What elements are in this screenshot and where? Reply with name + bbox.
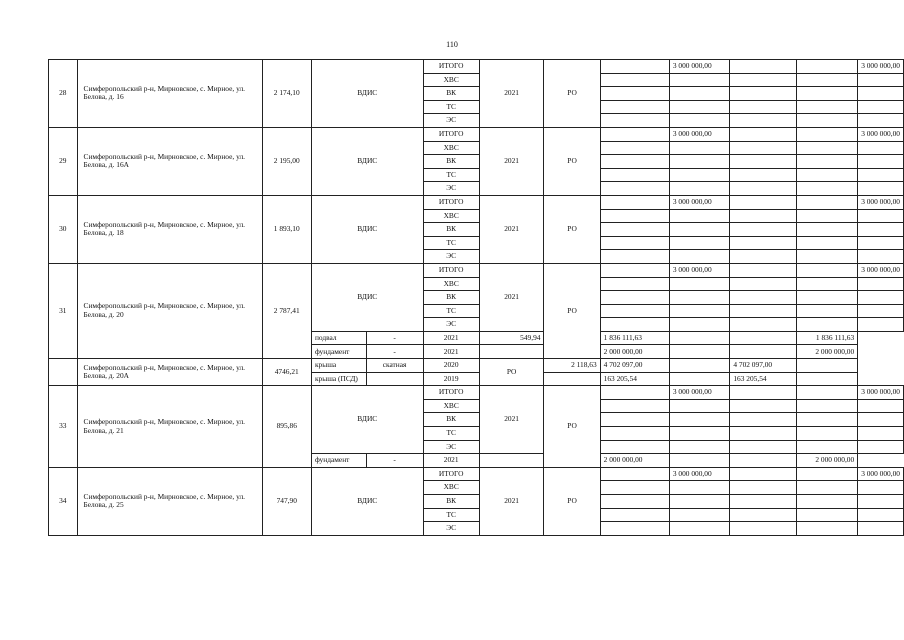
table-row — [49, 127, 904, 141]
cost-cell — [669, 508, 729, 522]
fund-cell — [796, 495, 858, 509]
fund-cell — [796, 60, 858, 74]
cost-cell — [669, 413, 729, 427]
system-cell: ХВС — [423, 399, 479, 413]
empty-cell — [730, 386, 796, 400]
method-cell: РО — [544, 195, 600, 263]
empty-cell — [730, 508, 796, 522]
cost-cell — [669, 440, 729, 454]
fund-cell — [796, 304, 858, 318]
fund-cell — [796, 182, 858, 196]
volume-cell — [600, 386, 669, 400]
total-cell — [858, 100, 904, 114]
fund-cell — [796, 73, 858, 87]
fund-cell — [796, 399, 858, 413]
cost-cell — [669, 427, 729, 441]
address-cell: Симферопольский р-н, Мирновское, с. Мирное, ул. Белова, д. 20 — [77, 263, 262, 358]
method-cell: РО — [544, 467, 600, 535]
empty-cell — [669, 372, 729, 386]
volume-cell — [600, 427, 669, 441]
address-cell: Симферопольский р-н, Мирновское, с. Мирное, ул. Белова, д. 16 — [77, 60, 262, 128]
system-cell: ЭС — [423, 522, 479, 536]
volume-cell — [600, 182, 669, 196]
method-cell: РО — [544, 263, 600, 358]
volume-cell — [600, 223, 669, 237]
row-number: 28 — [49, 60, 78, 128]
total-cell — [858, 508, 904, 522]
fund-cell — [796, 127, 858, 141]
fund-cell — [796, 277, 858, 291]
empty-cell — [730, 399, 796, 413]
empty-cell — [730, 481, 796, 495]
roof-type-cell: скатная — [366, 359, 423, 373]
cost-cell — [669, 168, 729, 182]
system-cell: ЭС — [423, 182, 479, 196]
empty-cell — [730, 467, 796, 481]
fund-cell — [796, 263, 858, 277]
total-cell — [858, 318, 904, 332]
volume-cell — [600, 250, 669, 264]
system-cell: ТС — [423, 304, 479, 318]
volume-cell — [600, 467, 669, 481]
fund-cell — [796, 508, 858, 522]
cost-cell: 2 000 000,00 — [600, 345, 669, 359]
total-cell — [858, 495, 904, 509]
volume-cell — [479, 454, 544, 468]
fund-cell — [796, 386, 858, 400]
row-number — [49, 359, 78, 386]
total-cell — [858, 440, 904, 454]
total-cell: 3 000 000,00 — [858, 127, 904, 141]
empty-cell — [730, 60, 796, 74]
empty-cell — [730, 277, 796, 291]
cost-cell — [669, 100, 729, 114]
fund-cell — [730, 331, 796, 345]
system-cell: ИТОГО — [423, 263, 479, 277]
fund-cell: 4 702 097,00 — [730, 359, 796, 373]
total-cell — [858, 291, 904, 305]
total-cell — [858, 399, 904, 413]
system-cell: ТС — [423, 100, 479, 114]
empty-cell — [669, 331, 729, 345]
empty-cell — [730, 209, 796, 223]
work-type-cell: ВДИС — [311, 467, 423, 535]
cost-cell: 3 000 000,00 — [669, 263, 729, 277]
total-cell — [858, 304, 904, 318]
volume-cell — [600, 114, 669, 128]
work-type-cell: крыша — [311, 359, 366, 373]
area-cell: 2 195,00 — [262, 127, 311, 195]
table-row — [49, 60, 904, 74]
volume-cell — [600, 291, 669, 305]
row-number: 34 — [49, 467, 78, 535]
empty-cell — [730, 168, 796, 182]
year-cell: 2019 — [423, 372, 479, 386]
cost-cell — [669, 291, 729, 305]
method-cell: РО — [544, 386, 600, 468]
total-cell: 3 000 000,00 — [858, 60, 904, 74]
fund-cell — [796, 223, 858, 237]
fund-cell — [730, 454, 796, 468]
address-cell: Симферопольский р-н, Мирновское, с. Мирное, ул. Белова, д. 18 — [77, 195, 262, 263]
total-cell — [858, 209, 904, 223]
area-cell: 1 893,10 — [262, 195, 311, 263]
system-cell: ИТОГО — [423, 467, 479, 481]
empty-cell — [730, 223, 796, 237]
cost-cell: 3 000 000,00 — [669, 60, 729, 74]
row-number: 29 — [49, 127, 78, 195]
table-row — [49, 195, 904, 209]
table-row — [49, 263, 904, 277]
volume-cell — [600, 73, 669, 87]
fund-cell — [796, 522, 858, 536]
cost-cell: 4 702 097,00 — [600, 359, 669, 373]
system-cell: ВК — [423, 495, 479, 509]
cost-cell — [669, 209, 729, 223]
empty-cell — [730, 182, 796, 196]
total-cell: 3 000 000,00 — [858, 467, 904, 481]
row-number: 30 — [49, 195, 78, 263]
year-cell: 2021 — [423, 331, 479, 345]
total-cell — [858, 522, 904, 536]
system-cell: ТС — [423, 427, 479, 441]
volume-cell — [600, 100, 669, 114]
year-cell: 2021 — [479, 263, 544, 331]
empty-cell — [730, 318, 796, 332]
cost-cell — [669, 399, 729, 413]
volume-cell — [600, 277, 669, 291]
year-cell: 2021 — [479, 127, 544, 195]
empty-cell — [730, 114, 796, 128]
work-type-cell: ВДИС — [311, 386, 423, 454]
cost-cell — [669, 236, 729, 250]
system-cell: ВК — [423, 291, 479, 305]
year-cell: 2021 — [479, 467, 544, 535]
fund-cell: 163 205,54 — [730, 372, 796, 386]
year-cell: 2021 — [479, 60, 544, 128]
empty-cell — [730, 413, 796, 427]
empty-cell — [730, 263, 796, 277]
table-row — [49, 359, 904, 373]
total-cell: 1 836 111,63 — [796, 331, 858, 345]
address-cell: Симферопольский р-н, Мирновское, с. Мирное, ул. Белова, д. 21 — [77, 386, 262, 468]
table-body — [49, 60, 904, 536]
cost-cell — [669, 495, 729, 509]
address-cell: Симферопольский р-н, Мирновское, с. Мирное, ул. Белова, д. 20А — [77, 359, 262, 386]
empty-cell — [730, 127, 796, 141]
system-cell: ХВС — [423, 481, 479, 495]
fund-cell — [796, 155, 858, 169]
cost-cell — [669, 522, 729, 536]
empty-cell — [730, 87, 796, 101]
total-cell — [858, 223, 904, 237]
year-cell: 2021 — [479, 386, 544, 454]
volume-cell — [479, 345, 544, 359]
method-cell: РО — [544, 127, 600, 195]
volume-cell — [600, 304, 669, 318]
volume-cell — [600, 60, 669, 74]
total-cell — [858, 277, 904, 291]
work-type-cell: ВДИС — [311, 127, 423, 195]
fund-cell — [796, 318, 858, 332]
system-cell: ИТОГО — [423, 127, 479, 141]
volume-cell — [600, 209, 669, 223]
cost-cell: 2 000 000,00 — [600, 454, 669, 468]
volume-cell — [600, 263, 669, 277]
system-cell: ХВС — [423, 209, 479, 223]
cost-cell — [669, 481, 729, 495]
empty-cell — [730, 155, 796, 169]
cost-cell: 3 000 000,00 — [669, 386, 729, 400]
total-cell — [858, 87, 904, 101]
year-cell: 2021 — [479, 195, 544, 263]
empty-cell — [730, 427, 796, 441]
total-cell — [858, 481, 904, 495]
empty-cell — [730, 495, 796, 509]
volume-cell — [600, 87, 669, 101]
work-type-cell: ВДИС — [311, 195, 423, 263]
system-cell: ЭС — [423, 250, 479, 264]
system-cell: ВК — [423, 155, 479, 169]
total-cell — [796, 372, 858, 386]
volume-cell — [600, 522, 669, 536]
total-cell: 3 000 000,00 — [858, 386, 904, 400]
system-cell: ХВС — [423, 141, 479, 155]
row-number: 31 — [49, 263, 78, 358]
cost-cell: 163 205,54 — [600, 372, 669, 386]
page-number: 110 — [446, 40, 458, 49]
cost-cell — [669, 304, 729, 318]
fund-cell — [730, 345, 796, 359]
system-cell: ЭС — [423, 318, 479, 332]
system-cell: ХВС — [423, 73, 479, 87]
fund-cell — [796, 481, 858, 495]
area-cell: 747,90 — [262, 467, 311, 535]
year-cell: 2021 — [423, 454, 479, 468]
work-type-cell: ВДИС — [311, 60, 423, 128]
fund-cell — [796, 291, 858, 305]
empty-cell — [730, 291, 796, 305]
volume-cell — [600, 318, 669, 332]
work-type-cell: фундамент — [311, 454, 366, 468]
work-type-cell: ВДИС — [311, 263, 423, 331]
fund-cell — [796, 413, 858, 427]
year-cell: 2020 — [423, 359, 479, 373]
empty-cell — [730, 440, 796, 454]
total-cell — [858, 141, 904, 155]
method-cell: РО — [544, 60, 600, 128]
cost-cell: 3 000 000,00 — [669, 467, 729, 481]
method-cell: РО — [479, 359, 544, 386]
system-cell: ТС — [423, 168, 479, 182]
system-cell: ТС — [423, 508, 479, 522]
total-cell — [858, 236, 904, 250]
fund-cell — [796, 141, 858, 155]
total-cell: 2 000 000,00 — [796, 454, 858, 468]
volume-cell — [600, 155, 669, 169]
volume-cell — [600, 481, 669, 495]
cost-cell — [669, 141, 729, 155]
area-cell: 2 174,10 — [262, 60, 311, 128]
cost-cell: 3 000 000,00 — [669, 127, 729, 141]
volume-cell: 2 118,63 — [544, 359, 600, 373]
empty-cell — [730, 141, 796, 155]
work-type-cell: подвал — [311, 331, 366, 345]
fund-cell — [796, 87, 858, 101]
type-cell: - — [366, 454, 423, 468]
system-cell: ВК — [423, 413, 479, 427]
volume-cell — [600, 440, 669, 454]
total-cell — [858, 114, 904, 128]
fund-cell — [796, 100, 858, 114]
volume-cell — [600, 399, 669, 413]
system-cell: ТС — [423, 236, 479, 250]
empty-cell — [730, 304, 796, 318]
total-cell: 2 000 000,00 — [796, 345, 858, 359]
year-cell: 2021 — [423, 345, 479, 359]
table-row — [49, 386, 904, 400]
cost-cell — [669, 114, 729, 128]
fund-cell — [796, 440, 858, 454]
fund-cell — [796, 209, 858, 223]
total-cell — [858, 427, 904, 441]
fund-cell — [796, 427, 858, 441]
fund-cell — [796, 467, 858, 481]
empty-cell — [730, 73, 796, 87]
fund-cell — [796, 236, 858, 250]
cost-cell — [669, 73, 729, 87]
roof-type-cell — [366, 372, 423, 386]
empty-cell — [669, 454, 729, 468]
cost-cell — [669, 182, 729, 196]
work-type-cell: крыша (ПСД) — [311, 372, 366, 386]
system-cell: ИТОГО — [423, 195, 479, 209]
total-cell — [858, 250, 904, 264]
system-cell: ЭС — [423, 114, 479, 128]
volume-cell — [600, 413, 669, 427]
system-cell: ХВС — [423, 277, 479, 291]
system-cell: ВК — [423, 223, 479, 237]
fund-cell — [796, 114, 858, 128]
type-cell: - — [366, 345, 423, 359]
total-cell: 3 000 000,00 — [858, 263, 904, 277]
volume-cell — [544, 372, 600, 386]
empty-cell — [669, 359, 729, 373]
area-cell: 895,86 — [262, 386, 311, 468]
cost-cell: 1 836 111,63 — [600, 331, 669, 345]
area-cell: 2 787,41 — [262, 263, 311, 358]
cost-cell: 3 000 000,00 — [669, 195, 729, 209]
volume-cell — [600, 508, 669, 522]
table-row — [49, 467, 904, 481]
total-cell — [858, 168, 904, 182]
total-cell — [858, 155, 904, 169]
work-type-cell: фундамент — [311, 345, 366, 359]
fund-cell — [796, 195, 858, 209]
cost-cell — [669, 223, 729, 237]
row-number: 33 — [49, 386, 78, 468]
address-cell: Симферопольский р-н, Мирновское, с. Мирное, ул. Белова, д. 25 — [77, 467, 262, 535]
volume-cell — [600, 195, 669, 209]
volume-cell — [600, 141, 669, 155]
total-cell — [796, 359, 858, 373]
system-cell: ИТОГО — [423, 60, 479, 74]
fund-cell — [796, 250, 858, 264]
type-cell: - — [366, 331, 423, 345]
system-cell: ЭС — [423, 440, 479, 454]
system-cell: ВК — [423, 87, 479, 101]
volume-cell — [600, 495, 669, 509]
volume-cell: 549,94 — [479, 331, 544, 345]
empty-cell — [730, 522, 796, 536]
capital-repair-table — [48, 59, 904, 536]
cost-cell — [669, 318, 729, 332]
cost-cell — [669, 250, 729, 264]
system-cell: ИТОГО — [423, 386, 479, 400]
cost-cell — [669, 277, 729, 291]
total-cell: 3 000 000,00 — [858, 195, 904, 209]
volume-cell — [600, 127, 669, 141]
volume-cell — [600, 168, 669, 182]
total-cell — [858, 413, 904, 427]
empty-cell — [730, 250, 796, 264]
area-cell: 4746,21 — [262, 359, 311, 386]
address-cell: Симферопольский р-н, Мирновское, с. Мирное, ул. Белова, д. 16А — [77, 127, 262, 195]
empty-cell — [669, 345, 729, 359]
total-cell — [858, 73, 904, 87]
cost-cell — [669, 87, 729, 101]
empty-cell — [730, 236, 796, 250]
volume-cell — [600, 236, 669, 250]
cost-cell — [669, 155, 729, 169]
empty-cell — [730, 100, 796, 114]
empty-cell — [730, 195, 796, 209]
total-cell — [858, 182, 904, 196]
fund-cell — [796, 168, 858, 182]
